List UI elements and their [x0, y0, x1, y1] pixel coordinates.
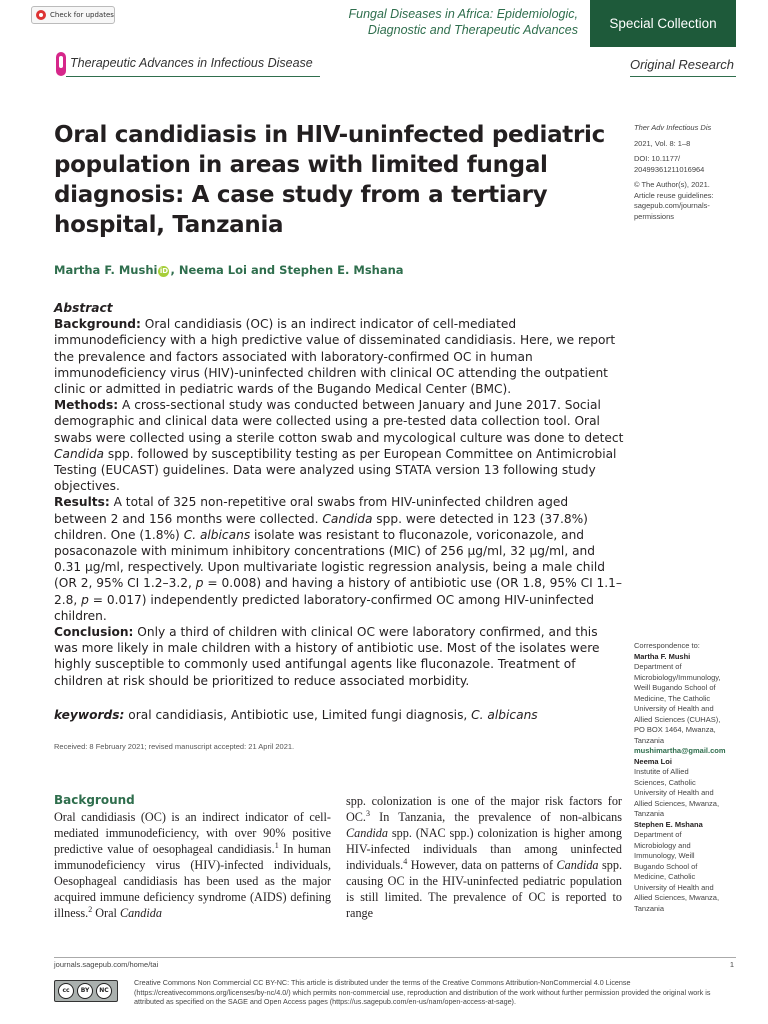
- other-authors: , Neema Loi and Stephen E. Mshana: [170, 263, 404, 277]
- abstract-results: Results: A total of 325 non-repetitive oral swabs from HIV-uninfected children aged between 2 and 156 months were collected. Candida spp. were detected in 123 (37.8%) children. One (1.8%) C. albicans isolate was resistant to fluconazole, voriconazole, and posaconazole with minimum inhibitory concentrations (MIC) of 256 μg/ml, 32 μg/ml, and 0.31 μg/ml, respectively. Upon multivariate logistic regression analysis, being a male child (OR 2, 95% CI 1.2–3.2, p = 0.008) and having a history of antibiotic use (OR 1.8, 95% CI 1.1–2.8, p = 0.017) independently predicted laboratory-confirmed OC among HIV-uninfected children.: [54, 495, 623, 623]
- journal-name: Therapeutic Advances in Infectious Disease: [70, 56, 313, 70]
- journal-logo-icon: [56, 52, 66, 76]
- collection-title: Fungal Diseases in Africa: Epidemiologic, Diagnostic and Therapeutic Advances: [348, 7, 578, 37]
- reference-link[interactable]: 4: [403, 856, 408, 866]
- author-list: [54, 263, 404, 277]
- doi-label: DOI: 10.1177/: [634, 154, 681, 163]
- address-2: Instutite of Allied Sciences, Catholic University of Health and Allied Sciences, Mwanza, Tanzania: [634, 767, 720, 818]
- body-column-2: spp. colonization is one of the major risk factors for OC.$^3$ In Tanzania, the prevalence of non-albicans Candida spp. (NAC spp.) colonization is higher among HIV-infected individuals than among uninfected individuals.$^4$ However, data on patterns of Candida spp. causing OC in the HIV-uninfected pediatric population is still limited. The prevalence of OC is reported to range: [346, 794, 622, 920]
- abstract-background: Background: Oral candidiasis (OC) is an indirect indicator of cell-mediated immunodeficiency with a high predictive value of disseminated candidiasis. Here, we report the prevalence and factors associated with laboratory-confirmed OC in human immunodeficiency virus (HIV)-uninfected children with clinical OC attending the outpatient clinic or admitted in pediatric wards of the Bugando Medical Center (BMC).: [54, 317, 616, 397]
- doi-link[interactable]: 20499361211016964: [634, 164, 705, 174]
- abstract: [54, 300, 624, 689]
- abstract-heading: Abstract: [54, 301, 113, 315]
- check-updates-icon: [36, 10, 46, 20]
- correspondence-block: [634, 641, 744, 914]
- correspondence-name-3: Stephen E. Mshana: [634, 819, 703, 829]
- reuse-link-2[interactable]: permissions: [634, 211, 675, 221]
- correspondence-name-1: Martha F. Mushi: [634, 651, 691, 661]
- body-column-1: Oral candidiasis (OC) is an indirect indicator of cell-mediated immunodeficiency, with over 90% positive predictive value of oesophageal candidiasis.$^1$ In human immunodeficiency virus (HIV)-infected individuals, Oesophageal candidiasis has been used as the major acquired immune deficiency syndrome (AIDS) defining illness.$^2$ Oral Candida: [54, 810, 331, 920]
- address-1: Department of Microbiology/Immunology, Weill Bugando School of Medicine, The Catholic University of Health and Allied Sciences (CUHAS), PO BOX 1464, Mwanza, Tanzania: [634, 662, 721, 745]
- footer-divider: [54, 957, 736, 958]
- reference-link[interactable]: 2: [88, 904, 93, 914]
- reference-link[interactable]: 1: [274, 840, 279, 850]
- header-rule-left: [66, 76, 320, 77]
- journal-url-link[interactable]: journals.sagepub.com/home/tai: [54, 960, 159, 969]
- license-text: Creative Commons Non Commercial CC BY-NC: This article is distributed under the terms of the Creative Commons Attribution-NonCommercial 4.0 License (https://creativecommons.org/licenses/by-nc/4.0/) which permits non-commercial use, reproduction and distribution of the work without further permission provided the original work is attributed as specified on the SAGE and Open Access pages (https://us.sagepub.com/en-us/nam/open-access-at-sage).: [134, 978, 711, 1006]
- special-collection-badge: Special Collection: [590, 0, 736, 47]
- check-updates-label: Check for updates: [50, 11, 114, 19]
- received-dates: Received: 8 February 2021; revised manuscript accepted: 21 April 2021.: [54, 742, 295, 751]
- journal-abbrev: Ther Adv Infectious Dis: [634, 123, 712, 132]
- abstract-conclusion: Conclusion: Only a third of children with clinical OC were laboratory confirmed, and this was more likely in male children with a history of antibiotic use. Most of the isolates were highly susceptible to commonly used antifungal agents like fluconazole. Treatment of children at risk should be prioritized to reduce associated morbidity.: [54, 625, 600, 688]
- article-type: Original Research: [629, 57, 734, 72]
- email-link[interactable]: mushimartha@gmail.com: [634, 746, 726, 755]
- correspondence-name-2: Neema Loi: [634, 756, 672, 766]
- header-rule-right: [630, 76, 736, 77]
- copyright: © The Author(s), 2021.: [634, 180, 710, 189]
- volume-info: 2021, Vol. 8: 1–8: [634, 138, 691, 148]
- reuse-label: Article reuse guidelines:: [634, 190, 714, 200]
- article-meta: [634, 123, 744, 222]
- page-number: 1: [729, 960, 734, 969]
- orcid-icon[interactable]: iD: [159, 267, 169, 275]
- keywords: keywords: oral candidiasis, Antibiotic use, Limited fungi diagnosis, C. albicans: [54, 708, 538, 722]
- reuse-link[interactable]: sagepub.com/journals-: [634, 201, 710, 210]
- cc-license-icon[interactable]: cc BY NC: [54, 980, 118, 1002]
- reference-link[interactable]: 3: [365, 808, 370, 818]
- check-for-updates-button[interactable]: [31, 6, 115, 24]
- author-1[interactable]: Martha F. Mushi: [54, 263, 158, 277]
- abstract-methods: Methods: A cross-sectional study was conducted between January and June 2017. Social demographic and clinical data were collected using a pre-tested data collection tool. Oral swabs were collected using a sterile cotton swab and mycological culture was done to detect Candida spp. followed by susceptibility testing as per European Committee on Antimicrobial Testing (EUCAST) guidelines. Data were analyzed using STATA version 13 following study objectives.: [54, 398, 624, 494]
- correspondence-label: Correspondence to:: [634, 641, 700, 650]
- article-title: Oral candidiasis in HIV-uninfected pediatric population in areas with limited fungal diagnosis: A case study from a tertiary hospital, Tanzania: [54, 122, 605, 238]
- address-3: Department of Microbiology and Immunology, Weill Bugando School of Medicine, Catholic University of Health and Allied Sciences, Mwanza, Tanzania: [634, 830, 720, 913]
- section-heading-background: Background: [54, 793, 135, 807]
